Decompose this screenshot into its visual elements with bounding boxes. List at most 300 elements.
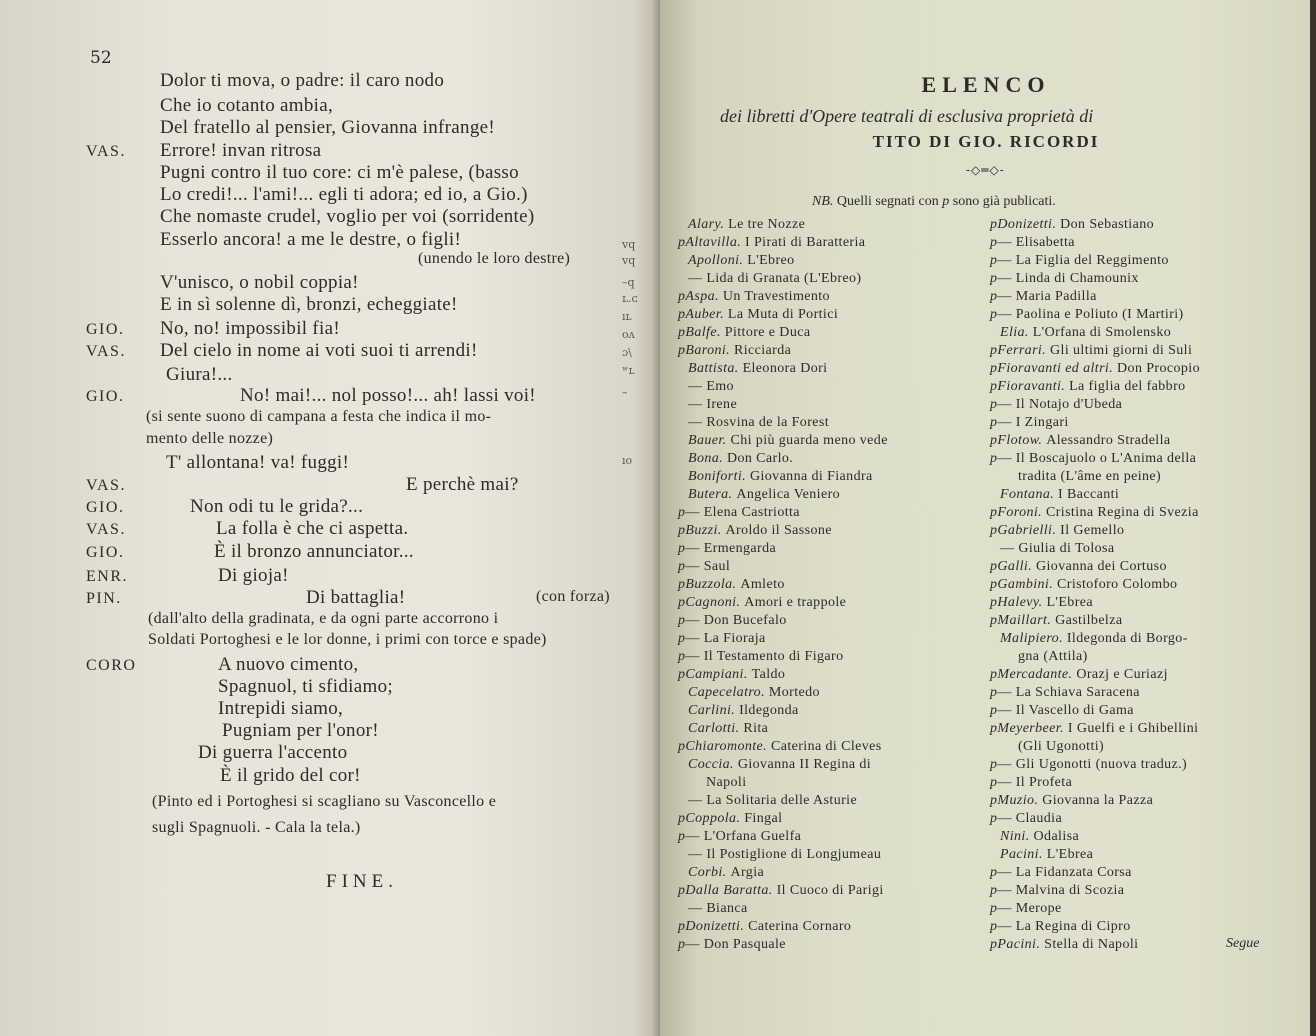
published-mark: p bbox=[990, 505, 998, 520]
composer-name: Altavilla. bbox=[685, 235, 746, 250]
composer-name: — bbox=[685, 505, 704, 520]
margin-mark: oᴧ bbox=[622, 328, 635, 341]
catalog-entry bbox=[990, 918, 1295, 936]
ornament-divider: -◇═◇- bbox=[966, 163, 1005, 177]
catalog-entry bbox=[990, 486, 1295, 504]
composer-name: — bbox=[997, 883, 1016, 898]
opera-title: (Gli Ugonotti) bbox=[1018, 739, 1105, 754]
opera-title: Il Postiglione di Longjumeau bbox=[706, 847, 882, 862]
opera-title: I Baccanti bbox=[1058, 487, 1120, 502]
composer-name: Coppola. bbox=[685, 811, 745, 826]
libretto-line: Esserlo ancora! a me le destre, o figli! bbox=[160, 229, 462, 250]
published-mark: p bbox=[678, 631, 686, 646]
composer-name: Gabrielli. bbox=[997, 523, 1061, 538]
margin-mark: ʷʟ bbox=[622, 364, 635, 377]
opera-title: Il Boscajuolo o L'Anima della bbox=[1015, 451, 1197, 466]
catalog-entry bbox=[678, 846, 978, 864]
speaker-name: VAS. bbox=[86, 143, 126, 160]
published-mark: p bbox=[678, 937, 686, 952]
catalog-entry bbox=[990, 288, 1295, 306]
opera-title: tradita (L'âme en peine) bbox=[1018, 469, 1162, 484]
composer-name: Carlotti. bbox=[688, 721, 744, 736]
published-mark: p bbox=[990, 685, 998, 700]
composer-name: Buzzi. bbox=[685, 523, 726, 538]
published-mark: p bbox=[990, 595, 998, 610]
opera-title: Le tre Nozze bbox=[728, 217, 806, 232]
composer-name: Fontana. bbox=[1000, 487, 1059, 502]
speaker-name: VAS. bbox=[86, 477, 126, 494]
opera-title: Aroldo il Sassone bbox=[725, 523, 832, 538]
catalog-entry bbox=[678, 936, 978, 954]
composer-name: Buzzola. bbox=[685, 577, 741, 592]
libretto-line: È il grido del cor! bbox=[220, 765, 361, 786]
catalog-entry bbox=[990, 630, 1295, 648]
published-mark: p bbox=[678, 559, 686, 574]
composer-name: — bbox=[685, 649, 704, 664]
catalog-entry bbox=[678, 288, 978, 306]
composer-name: Donizetti. bbox=[997, 217, 1061, 232]
composer-name: Carlini. bbox=[688, 703, 740, 718]
catalog-entry bbox=[990, 558, 1295, 576]
published-mark: p bbox=[990, 289, 998, 304]
libretto-line: T' allontana! va! fuggi! bbox=[166, 452, 350, 473]
composer-name: Bona. bbox=[688, 451, 727, 466]
libretto-line: E in sì solenne dì, bronzi, echeggiate! bbox=[160, 294, 458, 315]
margin-mark: ᴠq bbox=[622, 238, 636, 251]
catalog-entry bbox=[990, 864, 1295, 882]
catalog-entry bbox=[678, 666, 978, 684]
libretto-line: Pugni contro il tuo core: ci m'è palese, (basso bbox=[160, 162, 519, 183]
opera-title: Cristina Regina di Svezia bbox=[1045, 505, 1199, 520]
composer-name: Fioravanti. bbox=[997, 379, 1070, 394]
catalog-entry bbox=[678, 504, 978, 522]
catalog-entry bbox=[678, 882, 978, 900]
composer-name: Campiani. bbox=[685, 667, 752, 682]
composer-name: — bbox=[685, 613, 704, 628]
published-mark: p bbox=[990, 793, 998, 808]
catalog-entry bbox=[678, 360, 978, 378]
catalog-entry bbox=[678, 828, 978, 846]
opera-title: Alessandro Stradella bbox=[1046, 433, 1171, 448]
catalog-entry bbox=[990, 252, 1295, 270]
composer-name: — bbox=[997, 901, 1016, 916]
libretto-line: È il bronzo annunciator... bbox=[214, 541, 414, 562]
opera-title: Maria Padilla bbox=[1015, 289, 1097, 304]
composer-name: Apolloni. bbox=[688, 253, 748, 268]
catalog-entry bbox=[678, 684, 978, 702]
opera-title: Don Pasquale bbox=[703, 937, 786, 952]
catalog-entry bbox=[678, 720, 978, 738]
catalog-entry bbox=[678, 270, 978, 288]
opera-title: Irene bbox=[706, 397, 738, 412]
composer-name: Butera. bbox=[688, 487, 737, 502]
opera-title: Merope bbox=[1015, 901, 1062, 916]
composer-name: Pacini. bbox=[1000, 847, 1047, 862]
libretto-line: mento delle nozze) bbox=[146, 430, 274, 447]
published-mark: p bbox=[990, 703, 998, 718]
page-number: 52 bbox=[90, 48, 112, 68]
catalog-entry bbox=[990, 810, 1295, 828]
composer-name: — bbox=[1000, 541, 1019, 556]
opera-title: I Pirati di Baratteria bbox=[745, 235, 866, 250]
composer-name: Chiaromonte. bbox=[685, 739, 771, 754]
composer-name: Coccia. bbox=[688, 757, 738, 772]
composer-name: Bauer. bbox=[688, 433, 731, 448]
catalog-column-2 bbox=[990, 216, 1295, 954]
speaker-name: ENR. bbox=[86, 568, 128, 585]
composer-name: Aspa. bbox=[685, 289, 723, 304]
margin-mark: ɔ\ bbox=[622, 346, 632, 359]
libretto-line: (Pinto ed i Portoghesi si scagliano su Vasconcello e bbox=[152, 793, 497, 810]
catalog-entry bbox=[678, 756, 978, 774]
opera-title: Paolina e Poliuto (I Martiri) bbox=[1015, 307, 1184, 322]
speaker-name: GIO. bbox=[86, 321, 125, 338]
catalog-entry bbox=[990, 216, 1295, 234]
composer-name: Muzio. bbox=[997, 793, 1043, 808]
published-mark: p bbox=[990, 757, 998, 772]
catalog-entry bbox=[990, 882, 1295, 900]
catalog-entry bbox=[678, 918, 978, 936]
libretto-line: Non odi tu le grida?... bbox=[190, 496, 364, 517]
opera-title: Rosvina de la Forest bbox=[706, 415, 830, 430]
published-mark: p bbox=[990, 775, 998, 790]
composer-name: Galli. bbox=[997, 559, 1036, 574]
published-mark: p bbox=[678, 595, 686, 610]
catalog-entry bbox=[678, 378, 978, 396]
libretto-line: (dall'alto della gradinata, e da ogni parte accorrono i bbox=[148, 610, 499, 627]
libretto-line: Soldati Portoghesi e le lor donne, i primi con torce e spade) bbox=[148, 631, 547, 648]
opera-title: Giovanna dei Cortuso bbox=[1036, 559, 1167, 574]
opera-title: Odalisa bbox=[1033, 829, 1080, 844]
right-page bbox=[660, 0, 1312, 1036]
opera-title: La Solitaria delle Asturie bbox=[706, 793, 858, 808]
opera-title: Ildegonda di Borgo- bbox=[1066, 631, 1188, 646]
published-mark: p bbox=[990, 937, 998, 952]
catalog-entry bbox=[678, 864, 978, 882]
opera-title: I Guelfi e i Ghibellini bbox=[1067, 721, 1199, 736]
catalog-entry bbox=[990, 720, 1295, 738]
published-mark: p bbox=[678, 829, 686, 844]
published-mark: p bbox=[990, 307, 998, 322]
opera-title: Ermengarda bbox=[703, 541, 777, 556]
libretto-line: No! mai!... nol posso!... ah! lassi voi! bbox=[240, 385, 536, 406]
opera-title: Elena Castriotta bbox=[703, 505, 800, 520]
opera-title: I Zingari bbox=[1015, 415, 1069, 430]
composer-name: — bbox=[685, 631, 704, 646]
composer-name: — bbox=[688, 271, 707, 286]
composer-name: Capecelatro. bbox=[688, 685, 769, 700]
opera-title: Bianca bbox=[706, 901, 748, 916]
published-mark: p bbox=[990, 613, 998, 628]
composer-name: Ferrari. bbox=[997, 343, 1051, 358]
opera-title: Giulia di Tolosa bbox=[1018, 541, 1115, 556]
libretto-line: Spagnuol, ti sfidiamo; bbox=[218, 676, 393, 697]
opera-title: Giovanna II Regina di bbox=[737, 757, 872, 772]
composer-name: Dalla Baratta. bbox=[685, 883, 777, 898]
libretto-line: (si sente suono di campana a festa che indica il mo- bbox=[146, 408, 492, 425]
published-mark: p bbox=[678, 235, 686, 250]
published-mark: p bbox=[678, 667, 686, 682]
composer-name: Nini. bbox=[1000, 829, 1034, 844]
composer-name: Donizetti. bbox=[685, 919, 749, 934]
opera-title: La Figlia del Reggimento bbox=[1015, 253, 1169, 268]
catalog-entry bbox=[990, 612, 1295, 630]
opera-title: Orazj e Curiazj bbox=[1076, 667, 1168, 682]
opera-title: L'Ebrea bbox=[1046, 595, 1094, 610]
catalog-entry bbox=[678, 414, 978, 432]
published-mark: p bbox=[990, 667, 998, 682]
opera-title: La Regina di Cipro bbox=[1015, 919, 1131, 934]
published-mark: p bbox=[678, 541, 686, 556]
composer-name: — bbox=[688, 793, 707, 808]
opera-title: Eleonora Dori bbox=[742, 361, 828, 376]
catalog-entry bbox=[990, 450, 1295, 468]
published-mark: p bbox=[678, 343, 686, 358]
published-mark: p bbox=[678, 613, 686, 628]
catalog-entry bbox=[678, 702, 978, 720]
catalog-entry bbox=[678, 594, 978, 612]
catalog-entry bbox=[678, 810, 978, 828]
composer-name: — bbox=[997, 271, 1016, 286]
composer-name: — bbox=[688, 379, 707, 394]
opera-title: Gastilbelza bbox=[1055, 613, 1123, 628]
published-mark: p bbox=[990, 901, 998, 916]
opera-title: Saul bbox=[703, 559, 731, 574]
margin-mark: ʟ.ᴄ bbox=[622, 292, 638, 305]
published-mark: p bbox=[678, 307, 686, 322]
catalog-entry bbox=[990, 432, 1295, 450]
composer-name: — bbox=[997, 757, 1016, 772]
published-mark: p bbox=[990, 235, 998, 250]
catalog-note: NB. Quelli segnati con p sono già publicati. bbox=[812, 194, 1056, 209]
opera-title: Emo bbox=[706, 379, 734, 394]
opera-title: Chi più guarda meno vede bbox=[730, 433, 888, 448]
segue-label: Segue bbox=[1226, 936, 1260, 951]
catalog-entry bbox=[990, 270, 1295, 288]
speaker-name: VAS. bbox=[86, 521, 126, 538]
composer-name: — bbox=[997, 397, 1016, 412]
composer-name: Balfe. bbox=[685, 325, 725, 340]
libretto-line: Pugniam per l'onor! bbox=[222, 720, 379, 741]
composer-name: — bbox=[997, 775, 1016, 790]
composer-name: Mercadante. bbox=[997, 667, 1077, 682]
opera-title: Don Bucefalo bbox=[703, 613, 787, 628]
catalog-entry bbox=[678, 324, 978, 342]
opera-title: Gli Ugonotti (nuova traduz.) bbox=[1015, 757, 1188, 772]
catalog-entry bbox=[678, 468, 978, 486]
catalog-entry bbox=[990, 522, 1295, 540]
composer-name: — bbox=[997, 235, 1016, 250]
published-mark: p bbox=[990, 451, 998, 466]
published-mark: p bbox=[678, 289, 686, 304]
composer-name: — bbox=[997, 685, 1016, 700]
opera-title: Il Profeta bbox=[1015, 775, 1073, 790]
opera-title: La figlia del fabbro bbox=[1069, 379, 1186, 394]
margin-mark: ıo bbox=[622, 454, 633, 467]
opera-title: Stella di Napoli bbox=[1044, 937, 1139, 952]
composer-name: — bbox=[688, 847, 707, 862]
composer-name: Halevy. bbox=[997, 595, 1047, 610]
opera-title: L'Orfana Guelfa bbox=[703, 829, 802, 844]
catalog-title: ELENCO bbox=[921, 72, 1051, 97]
catalog-entry bbox=[678, 738, 978, 756]
catalog-entry bbox=[990, 900, 1295, 918]
catalog-entry bbox=[990, 792, 1295, 810]
composer-name: — bbox=[685, 559, 704, 574]
libretto-line: Di gioja! bbox=[218, 565, 289, 586]
catalog-column-1 bbox=[678, 216, 978, 954]
catalog-entry bbox=[678, 216, 978, 234]
catalog-entry bbox=[990, 828, 1295, 846]
catalog-entry bbox=[678, 576, 978, 594]
catalog-entry bbox=[990, 666, 1295, 684]
catalog-subtitle: dei libretti d'Opere teatrali di esclusiva proprietà di bbox=[720, 106, 1094, 126]
catalog-entry bbox=[990, 738, 1295, 756]
opera-title: Caterina di Cleves bbox=[770, 739, 882, 754]
composer-name: — bbox=[685, 937, 704, 952]
catalog-entry bbox=[990, 360, 1295, 378]
speaker-name: CORO bbox=[86, 657, 137, 674]
libretto-line: Che nomaste crudel, voglio per voi (sorridente) bbox=[160, 206, 535, 227]
published-mark: p bbox=[678, 883, 686, 898]
opera-title: Il Cuoco di Parigi bbox=[776, 883, 884, 898]
composer-name: — bbox=[997, 253, 1016, 268]
composer-name: — bbox=[997, 865, 1016, 880]
composer-name: Auber. bbox=[685, 307, 728, 322]
catalog-entry bbox=[678, 432, 978, 450]
libretto-line: (con forza) bbox=[536, 588, 610, 605]
opera-title: Pittore e Duca bbox=[724, 325, 811, 340]
speaker-name: GIO. bbox=[86, 544, 125, 561]
fine-label: FINE. bbox=[326, 871, 398, 892]
published-mark: p bbox=[990, 415, 998, 430]
published-mark: p bbox=[678, 325, 686, 340]
catalog-entry bbox=[990, 846, 1295, 864]
catalog-entry bbox=[990, 648, 1295, 666]
speaker-name: GIO. bbox=[86, 388, 125, 405]
speaker-name: GIO. bbox=[86, 499, 125, 516]
published-mark: p bbox=[678, 919, 686, 934]
libretto-line: Del cielo in nome ai voti suoi ti arrendi! bbox=[160, 340, 478, 361]
catalog-entry bbox=[990, 774, 1295, 792]
published-mark: p bbox=[990, 343, 998, 358]
published-mark: p bbox=[990, 217, 998, 232]
opera-title: Claudia bbox=[1015, 811, 1063, 826]
composer-name: Cagnoni. bbox=[685, 595, 745, 610]
composer-name: Flotow. bbox=[997, 433, 1047, 448]
composer-name: Battista. bbox=[688, 361, 743, 376]
composer-name: — bbox=[997, 289, 1016, 304]
libretto-line: Errore! invan ritrosa bbox=[160, 140, 322, 161]
opera-title: Ricciarda bbox=[733, 343, 792, 358]
published-mark: p bbox=[990, 559, 998, 574]
speaker-name: VAS. bbox=[86, 343, 126, 360]
opera-title: Caterina Cornaro bbox=[748, 919, 852, 934]
composer-name: Fioravanti ed altri. bbox=[997, 361, 1118, 376]
published-mark: p bbox=[990, 433, 998, 448]
catalog-entry bbox=[990, 378, 1295, 396]
composer-name: Elia. bbox=[1000, 325, 1033, 340]
margin-mark: ᴠq bbox=[622, 254, 636, 267]
catalog-entry bbox=[990, 306, 1295, 324]
composer-name: — bbox=[997, 703, 1016, 718]
catalog-entry bbox=[678, 774, 978, 792]
catalog-entry bbox=[990, 342, 1295, 360]
libretto-line: V'unisco, o nobil coppia! bbox=[160, 272, 359, 293]
composer-name: Boniforti. bbox=[688, 469, 750, 484]
libretto-line: Di battaglia! bbox=[306, 587, 406, 608]
composer-name: — bbox=[997, 811, 1016, 826]
libretto-line: Che io cotanto ambia, bbox=[160, 95, 334, 116]
opera-title: gna (Attila) bbox=[1018, 649, 1088, 664]
opera-title: L'Ebreo bbox=[747, 253, 795, 268]
published-mark: p bbox=[678, 649, 686, 664]
published-mark: p bbox=[990, 397, 998, 412]
opera-title: Amleto bbox=[740, 577, 785, 592]
opera-title: La Muta di Portici bbox=[727, 307, 839, 322]
composer-name: Gambini. bbox=[997, 577, 1058, 592]
catalog-entry bbox=[678, 522, 978, 540]
composer-name: — bbox=[997, 415, 1016, 430]
opera-title: Giovanna di Fiandra bbox=[749, 469, 873, 484]
catalog-entry bbox=[678, 558, 978, 576]
opera-title: Argia bbox=[730, 865, 765, 880]
published-mark: p bbox=[678, 811, 686, 826]
catalog-entry bbox=[678, 450, 978, 468]
composer-name: — bbox=[688, 415, 707, 430]
opera-title: L'Orfana di Smolensko bbox=[1032, 325, 1172, 340]
catalog-entry bbox=[990, 396, 1295, 414]
libretto-line: A nuovo cimento, bbox=[218, 654, 359, 675]
catalog-entry bbox=[678, 486, 978, 504]
opera-title: Il Gemello bbox=[1060, 523, 1125, 538]
composer-name: — bbox=[688, 397, 707, 412]
opera-title: Rita bbox=[743, 721, 769, 736]
published-mark: p bbox=[990, 721, 998, 736]
margin-mark: –q bbox=[622, 276, 635, 289]
opera-title: Il Vascello di Gama bbox=[1015, 703, 1134, 718]
catalog-entry bbox=[678, 306, 978, 324]
opera-title: Malvina di Scozia bbox=[1015, 883, 1125, 898]
opera-title: Ildegonda bbox=[739, 703, 799, 718]
published-mark: p bbox=[990, 865, 998, 880]
catalog-entry bbox=[678, 612, 978, 630]
published-mark: p bbox=[990, 271, 998, 286]
libretto-line: Di guerra l'accento bbox=[198, 742, 348, 763]
opera-title: La Schiava Saracena bbox=[1015, 685, 1140, 700]
composer-name: Alary. bbox=[688, 217, 729, 232]
published-mark: p bbox=[990, 361, 998, 376]
published-mark: p bbox=[990, 919, 998, 934]
catalog-entry bbox=[678, 792, 978, 810]
published-mark: p bbox=[678, 577, 686, 592]
opera-title: La Fidanzata Corsa bbox=[1015, 865, 1132, 880]
published-mark: p bbox=[678, 505, 686, 520]
opera-title: Elisabetta bbox=[1015, 235, 1075, 250]
published-mark: p bbox=[990, 577, 998, 592]
speaker-name: PIN. bbox=[86, 590, 122, 607]
opera-title: Don Carlo. bbox=[726, 451, 794, 466]
catalog-entry bbox=[990, 594, 1295, 612]
libretto-line: (unendo le loro destre) bbox=[418, 250, 571, 267]
catalog-entry bbox=[678, 900, 978, 918]
opera-title: L'Ebrea bbox=[1046, 847, 1094, 862]
catalog-entry bbox=[678, 342, 978, 360]
composer-name: — bbox=[688, 901, 707, 916]
opera-title: Mortedo bbox=[768, 685, 820, 700]
opera-title: Linda di Chamounix bbox=[1015, 271, 1139, 286]
opera-title: La Fioraja bbox=[703, 631, 766, 646]
